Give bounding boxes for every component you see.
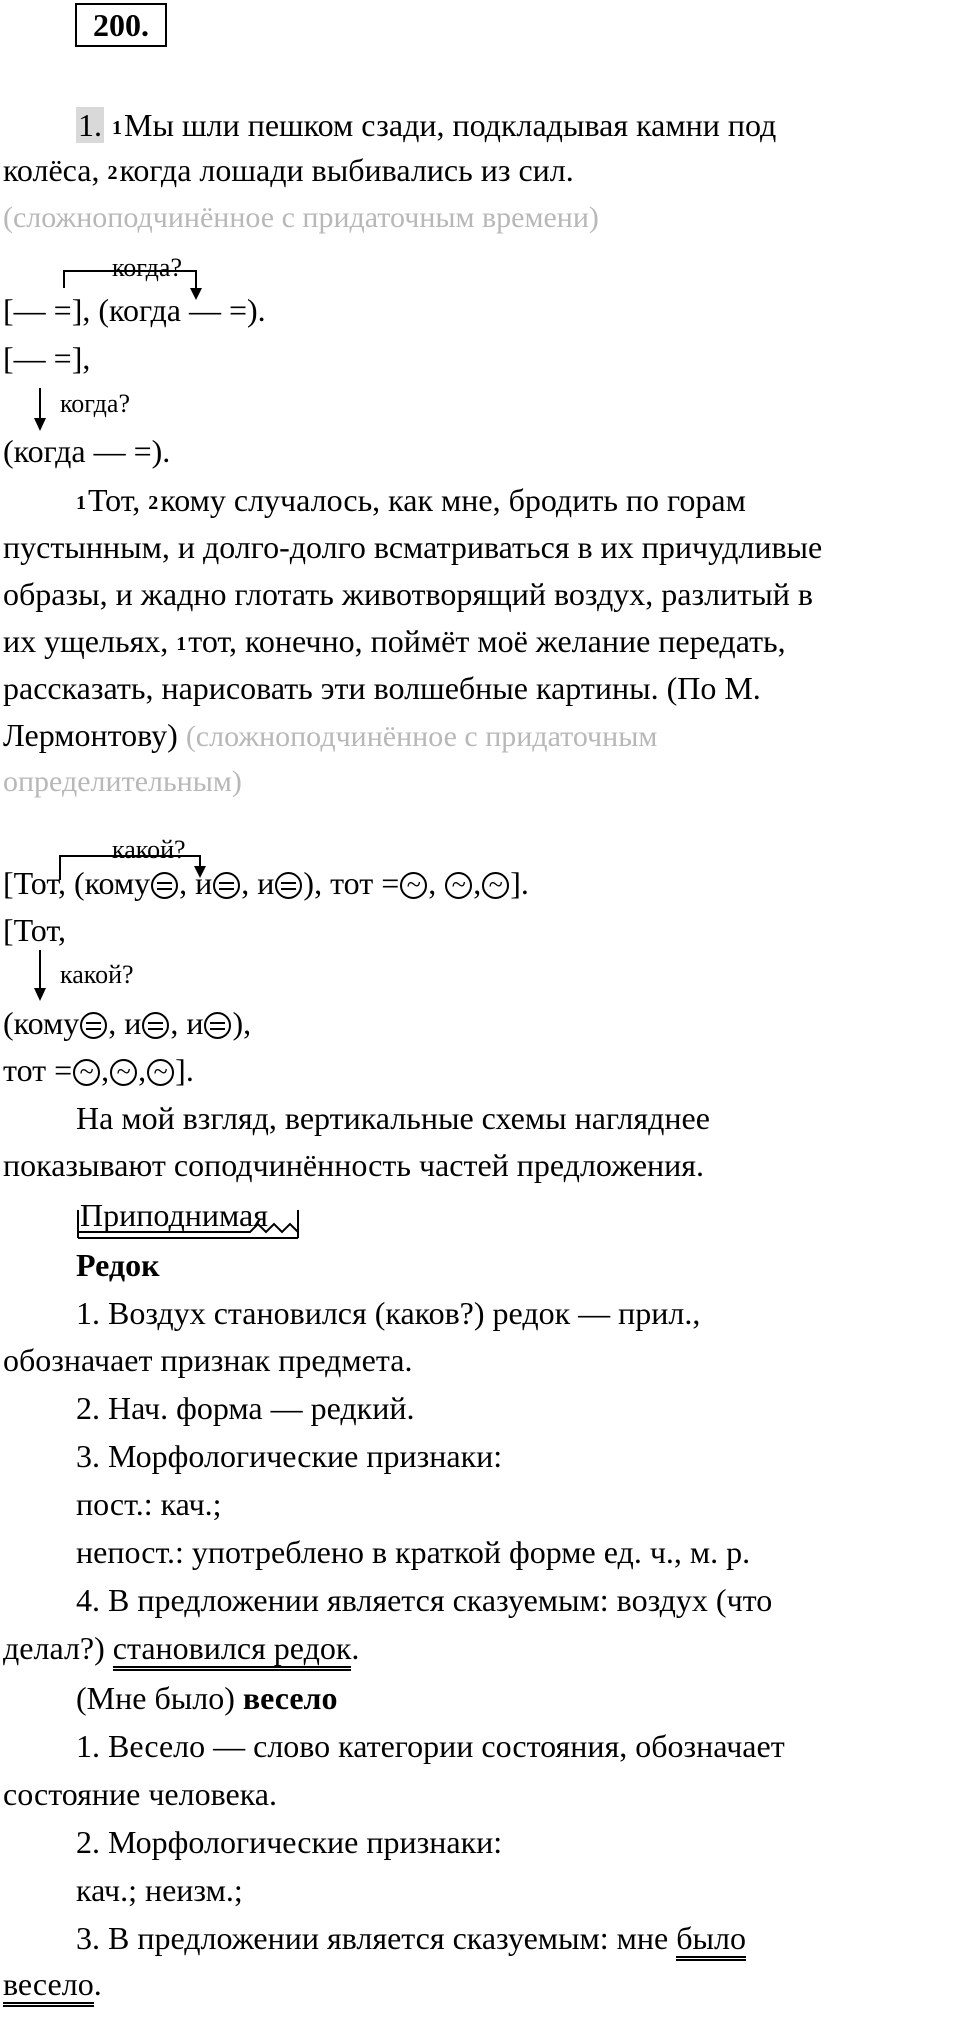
adverbial-circle-icon	[73, 1059, 100, 1086]
scheme-1-vertical-main: [— =],	[3, 340, 91, 376]
word-2-point-3-line-1	[76, 1918, 746, 1958]
sentence-type-note-cont: определительным)	[3, 765, 242, 798]
predicate-underlined: было	[676, 1920, 746, 1961]
question-which: какой?	[112, 835, 186, 864]
sentence-2-line-2: пустынным, и долго-долго всматриваться в их причудливые	[3, 529, 823, 565]
sentence-text: делал?)	[3, 1630, 105, 1666]
sentence-2-line-3: образы, и жадно глотать животворящий воздух, разлитый в	[3, 576, 813, 612]
clause-number: 1	[176, 633, 187, 655]
sentence-text: когда лошади выбивались из сил.	[119, 152, 574, 188]
word-2-features: кач.; неизм.;	[76, 1872, 243, 1908]
sentence-text: Мы шли пешком сзади, подкладывая камни под	[124, 107, 777, 143]
scheme-text: тот =	[3, 1052, 73, 1088]
scheme-text: и	[257, 865, 275, 901]
word-1-nonconstant-features: непост.: употреблено в краткой форме ед. ч., м. р.	[76, 1534, 751, 1570]
word-1-point-2: 2. Нач. форма — редкий.	[76, 1390, 415, 1426]
word-1-point-1-line-1: 1. Воздух становился (каков?) редок — прил.,	[76, 1295, 701, 1331]
scheme-text: и	[195, 865, 213, 901]
scheme-1-vertical-sub: (когда — =).	[3, 433, 171, 469]
scheme-text: ].	[175, 1052, 194, 1088]
predicate-circle-icon	[275, 872, 302, 899]
scheme-text: ].	[510, 865, 529, 901]
word-2-point-3-line-2	[3, 1964, 102, 2004]
sentence-text: .	[93, 1966, 102, 2002]
sentence-text: 3. В предложении является сказуемым: мне	[76, 1920, 669, 1956]
scheme-1-horizontal: [— =], (когда — =).	[3, 292, 266, 328]
scheme-2-vertical-main: [Тот,	[3, 912, 66, 948]
scheme-2-horizontal: [Тот, (кому , и , и ), тот =~ , ~,~ ].	[3, 863, 529, 903]
question-when: когда?	[112, 253, 182, 282]
predicate-circle-icon	[80, 1012, 107, 1039]
predicate-circle-icon	[151, 872, 178, 899]
clause-number: 2	[107, 162, 118, 184]
word-2-title	[76, 1678, 337, 1718]
scheme-text: ),	[232, 1005, 252, 1041]
sentence-text: Тот,	[88, 482, 141, 518]
word-2-point-1-line-1: 1. Весело — слово категории состояния, обозначает	[76, 1728, 785, 1764]
scheme-text: [Тот, (кому	[3, 865, 151, 901]
word-1-constant-features: пост.: кач.;	[76, 1486, 222, 1522]
clause-number: 2	[148, 492, 159, 514]
adverbial-circle-icon	[482, 872, 509, 899]
sentence-2-line-1	[76, 480, 746, 523]
predicate-circle-icon	[213, 872, 240, 899]
word-1-point-3: 3. Морфологические признаки:	[76, 1438, 503, 1474]
sentence-text: их ущельях,	[3, 623, 169, 659]
question-when-vertical: когда?	[60, 389, 130, 418]
sentence-2-line-4	[3, 621, 786, 664]
predicate-underlined: весело	[3, 1966, 94, 2007]
adverbial-circle-icon	[400, 872, 427, 899]
sentence-text: .	[351, 1630, 360, 1666]
sentence-2-line-5: рассказать, нарисовать эти волшебные картины. (По М.	[3, 670, 761, 706]
part-marker: 1.	[78, 107, 102, 143]
predicate-circle-icon	[142, 1012, 169, 1039]
adverbial-circle-icon	[110, 1059, 137, 1086]
clause-number: 1	[112, 117, 122, 139]
sentence-text: кому случалось, как мне, бродить по горам	[160, 482, 746, 518]
scheme-text: и	[186, 1005, 204, 1041]
predicate-underlined: становился редок	[113, 1630, 352, 1671]
word-2-point-1-line-2: состояние человека.	[3, 1776, 277, 1812]
sentence-text: колёса,	[3, 152, 100, 188]
opinion-line-2: показывают соподчинённость частей предложения.	[3, 1147, 704, 1183]
word-title: Редок	[76, 1247, 160, 1283]
sentence-text: тот, конечно, поймёт моё желание передать,	[188, 623, 786, 659]
scheme-text: ), тот =	[303, 865, 400, 901]
adverbial-circle-icon	[147, 1059, 174, 1086]
sentence-type-note: (сложноподчинённое с придаточным	[185, 720, 658, 753]
word-title-context: (Мне было)	[76, 1680, 235, 1716]
sentence-type-note: (сложноподчинённое с придаточным времени)	[3, 201, 599, 234]
participle-word: Приподнимая	[80, 1197, 268, 1233]
scheme-text: (кому	[3, 1005, 80, 1041]
exercise-number: 200.	[75, 3, 167, 47]
word-1-point-4-line-1: 4. В предложении является сказуемым: воздух (что	[76, 1582, 773, 1618]
scheme-text: и	[124, 1005, 142, 1041]
word-1-point-4-line-2	[3, 1628, 359, 1668]
scheme-2-vertical-tail: тот =~ ,~ ,~ ].	[3, 1050, 194, 1090]
sentence-text: Лермонтову)	[3, 717, 178, 753]
word-1-point-1-line-2: обозначает признак предмета.	[3, 1342, 413, 1378]
word-2-point-2: 2. Морфологические признаки:	[76, 1824, 503, 1860]
opinion-line-1: На мой взгляд, вертикальные схемы нагляднее	[76, 1100, 710, 1136]
question-which-vertical: какой?	[60, 960, 134, 989]
word-title: весело	[242, 1680, 338, 1716]
adverbial-circle-icon	[445, 872, 472, 899]
word-1-title	[76, 1245, 160, 1285]
clause-number: 1	[76, 492, 86, 514]
sentence-2-line-6	[3, 715, 657, 757]
scheme-2-vertical-sub: (кому , и , и ),	[3, 1005, 252, 1041]
predicate-circle-icon	[204, 1012, 231, 1039]
